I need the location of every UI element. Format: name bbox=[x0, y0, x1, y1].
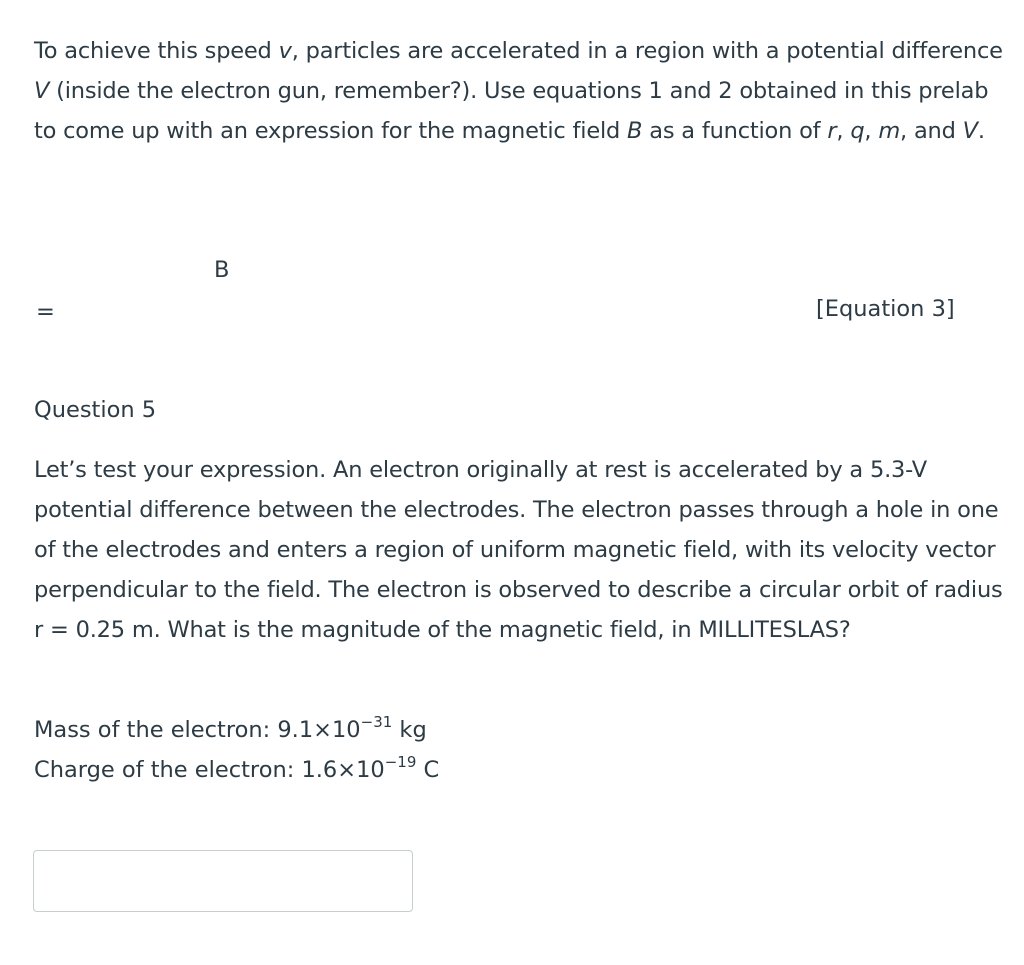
var-m: m bbox=[878, 118, 901, 144]
intro-paragraph bbox=[34, 31, 1004, 151]
intro-text-3: (inside the electron gun, remember?). Use equations 1 and 2 obtained in this prelab to come up with an expression for the magnetic field bbox=[34, 78, 989, 144]
var-q: q bbox=[850, 118, 865, 144]
mass-unit: kg bbox=[392, 717, 427, 743]
intro-sep-2: , bbox=[864, 118, 879, 144]
intro-text-4: as a function of bbox=[642, 118, 828, 144]
answer-input[interactable] bbox=[33, 850, 413, 912]
equation-b-label: B bbox=[214, 257, 230, 283]
question-title: Question 5 bbox=[34, 397, 157, 423]
charge-unit: C bbox=[416, 757, 440, 783]
intro-text-5: , and bbox=[900, 118, 963, 144]
intro-text-6: . bbox=[977, 118, 985, 144]
intro-text-1: To achieve this speed bbox=[34, 38, 279, 64]
var-B: B bbox=[627, 118, 643, 144]
equals-sign: = bbox=[36, 299, 55, 325]
charge-label: Charge of the electron: 1.6×10 bbox=[34, 757, 385, 783]
electron-charge-line bbox=[34, 750, 439, 790]
var-V-2: V bbox=[962, 118, 978, 144]
intro-sep-1: , bbox=[836, 118, 851, 144]
electron-mass-line bbox=[34, 710, 427, 750]
equation-tag: [Equation 3] bbox=[816, 296, 955, 322]
var-r: r bbox=[827, 118, 837, 144]
var-V: V bbox=[34, 78, 50, 104]
var-v: v bbox=[278, 38, 292, 64]
intro-text-2: , particles are accelerated in a region with a potential difference bbox=[291, 38, 1003, 64]
mass-exponent: −31 bbox=[360, 712, 393, 731]
mass-label: Mass of the electron: 9.1×10 bbox=[34, 717, 361, 743]
charge-exponent: −19 bbox=[384, 752, 417, 771]
question-body: Let’s test your expression. An electron originally at rest is accelerated by a 5.3-V potential difference between the electrodes. The electron passes through a hole in one of the electrodes and enters a region of uniform magnetic field, with its velocity vector perpendicular to the field. The electron is observed to describe a circular orbit of radius r = 0.25 m. What is the magnitude of the magnetic field, in MILLITESLAS? bbox=[34, 457, 1003, 643]
